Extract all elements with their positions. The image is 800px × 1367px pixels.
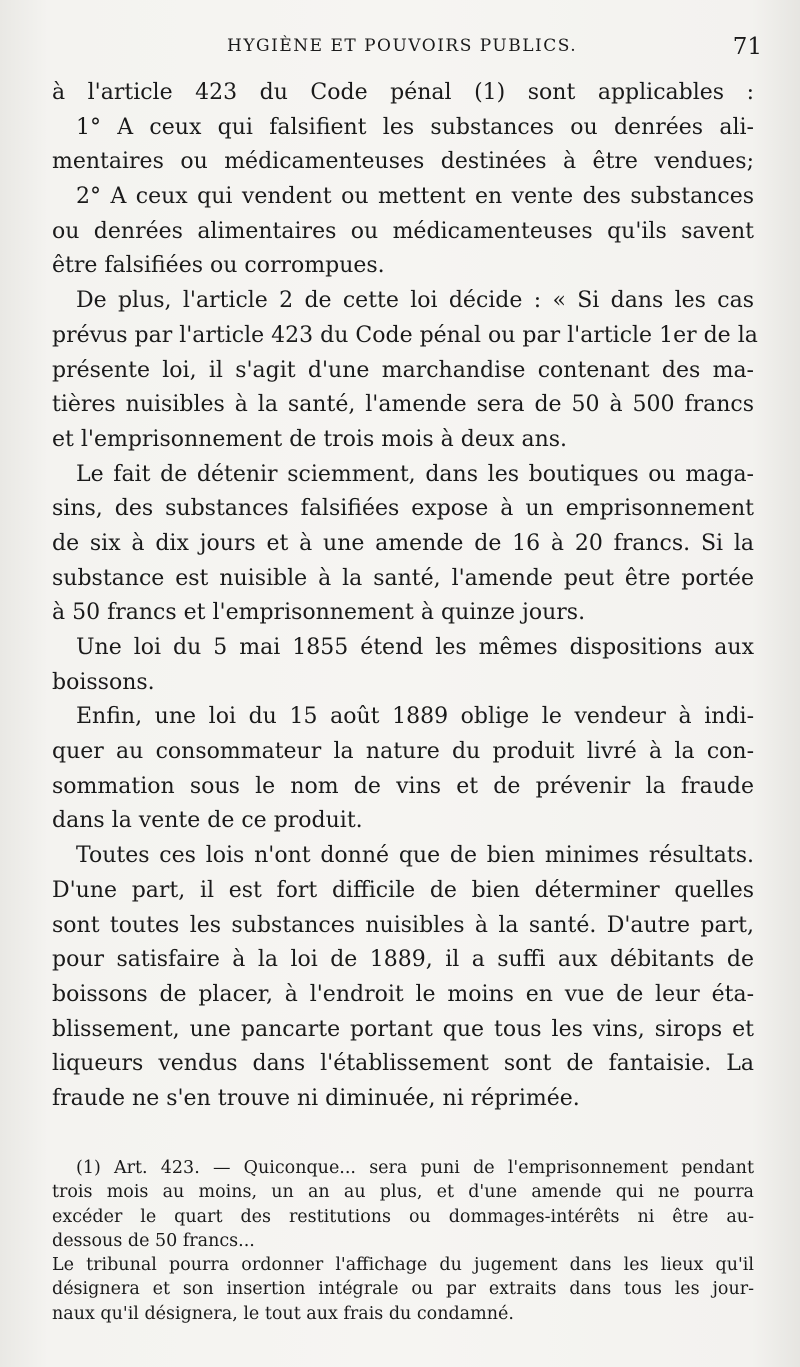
footnote-line: naux qu'il désignera, le tout aux frais du condamné. [52,1303,514,1324]
text-line: Toutes ces lois n'ont donné que de bien minimes résultats. [76,843,754,869]
page-number: 71 [732,34,762,60]
text-line: ou denrées alimentaires ou médicamenteuses qu'ils savent [52,218,754,244]
text-line: être falsifiées ou corrompues. [52,253,385,279]
footnote-line: trois mois au moins, un an au plus, et d'une amende qui ne pourra [52,1182,754,1203]
text-line: à 50 francs et l'emprisonnement à quinze jours. [52,600,586,626]
footnote-line: désignera et son insertion intégrale ou par extraits dans tous les jour- [52,1279,754,1300]
text-line: prévus par l'article 423 du Code pénal ou par l'article 1er de la [52,322,758,348]
text-line: substance est nuisible à la santé, l'amende peut être portée [52,565,754,591]
text-line: Le fait de détenir sciemment, dans les boutiques ou maga- [76,461,754,487]
text-line: sins, des substances falsifiées expose à un emprisonnement [52,496,754,522]
page-header [52,34,762,74]
text-line: Enfin, une loi du 15 août 1889 oblige le vendeur à indi- [76,704,754,730]
text-line: présente loi, il s'agit d'une marchandise contenant des ma- [52,357,754,383]
text-line: à l'article 423 du Code pénal (1) sont applicables : [52,80,754,105]
text-line: tières nuisibles à la santé, l'amende sera de 50 à 500 francs [52,392,754,418]
text-line: Une loi du 5 mai 1855 étend les mêmes dispositions aux [76,635,754,660]
body-text [52,76,758,1117]
footnotes [52,1156,754,1326]
text-line: 1° A ceux qui falsifient les substances ou denrées ali- [76,114,754,140]
text-line: de six à dix jours et à une amende de 16 à 20 francs. Si la [52,530,754,556]
text-line: De plus, l'article 2 de cette loi décide : « Si dans les cas [76,288,754,314]
text-line: sont toutes les substances nuisibles à la santé. D'autre part, [52,912,754,938]
text-line: liqueurs vendus dans l'établissement sont de fantaisie. La [52,1051,754,1077]
text-line: boissons de placer, à l'endroit le moins en vue de leur éta- [52,981,754,1007]
footnote-line: Le tribunal pourra ordonner l'affichage du jugement dans les lieux qu'il [52,1255,754,1276]
text-line: mentaires ou médicamenteuses destinées à être vendues; [52,149,754,175]
text-line: sommation sous le nom de vins et de prévenir la fraude [52,773,754,799]
text-line: et l'emprisonnement de trois mois à deux ans. [52,426,568,452]
running-head: HYGIÈNE ET POUVOIRS PUBLICS. [227,36,578,56]
text-line: boissons. [52,669,155,695]
text-line: fraude ne s'en trouve ni diminuée, ni réprimée. [52,1085,580,1111]
text-line: pour satisfaire à la loi de 1889, il a suffi aux débitants de [52,947,754,973]
text-line: dans la vente de ce produit. [52,808,363,834]
text-line: 2° A ceux qui vendent ou mettent en vente des substances [76,184,754,210]
footnote-line: excéder le quart des restitutions ou dommages-intérêts ni être au- [52,1206,754,1227]
text-line: quer au consommateur la nature du produit livré à la con- [52,739,754,765]
footnote-line: dessous de 50 francs... [52,1230,255,1251]
text-line: D'une part, il est fort difficile de bien déterminer quelles [52,877,754,903]
footnote-line: (1) Art. 423. — Quiconque... sera puni de l'emprisonnement pendant [76,1158,754,1178]
text-line: blissement, une pancarte portant que tous les vins, sirops et [52,1016,754,1042]
